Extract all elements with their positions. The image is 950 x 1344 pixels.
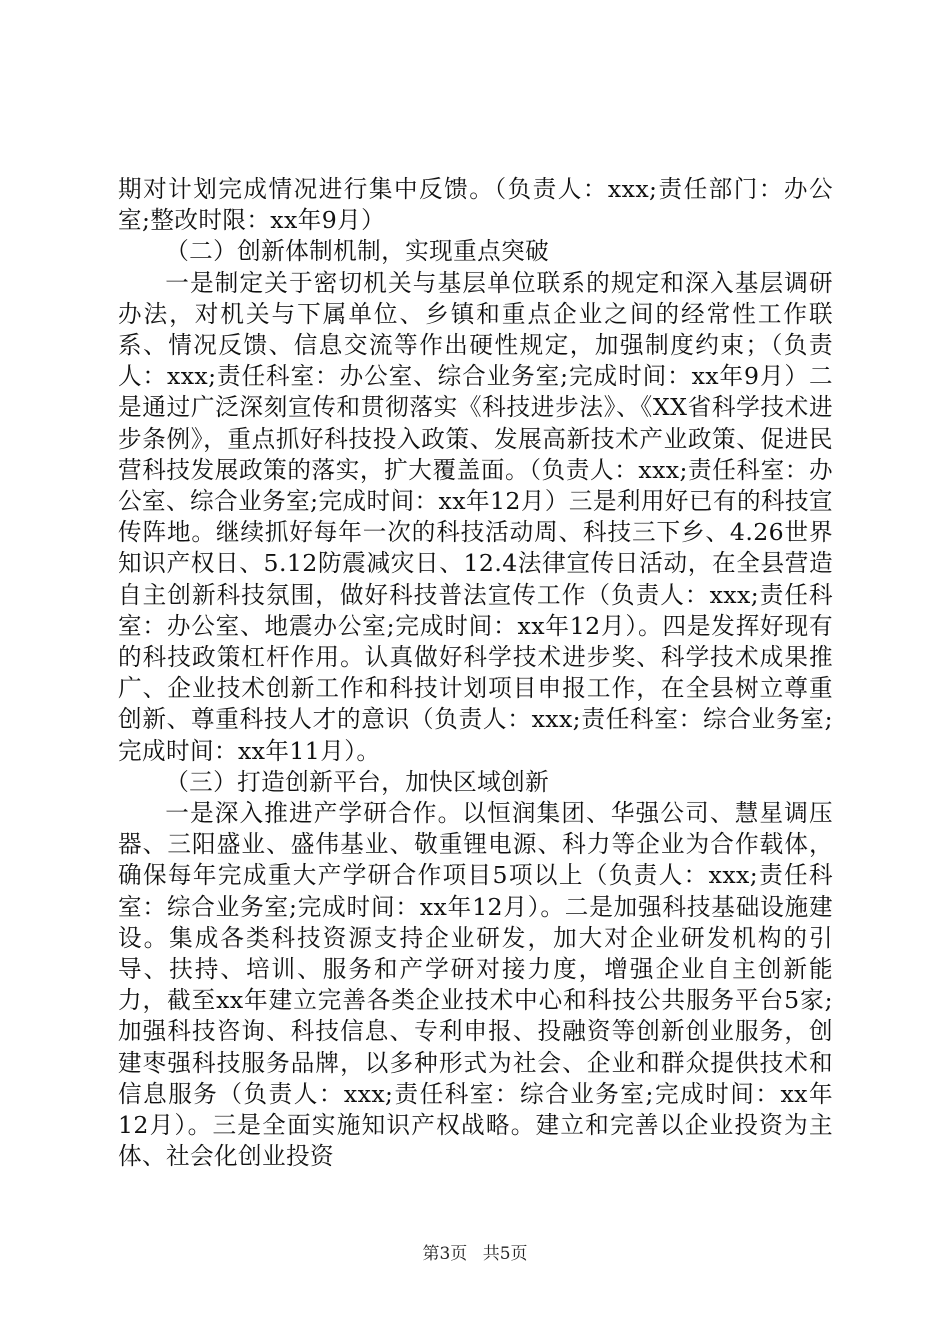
page-total: 共5页 [482, 1244, 528, 1264]
page-footer [0, 1244, 950, 1264]
section-heading-innovation-platform: （三）打造创新平台，加快区域创新 [165, 767, 550, 796]
paragraph-mechanism-measures: 一是制定关于密切机关与基层单位联系的规定和深入基层调研办法，对机关与下属单位、乡镇和重点企业之间的经常性工作联系、情况反馈、信息交流等作出硬性规定，加强制度约束；（负责人：xxx;责任科室：办公室、综合业务室;完成时间：xx年9月）二是通过广泛深刻宣传和贯彻落实《科技进步法》、《XX省科学技术进步条例》，重点抓好科技投入政策、发展高新技术产业政策、促进民营科技发展政策的落实，扩大覆盖面。（负责人：xxx;责任科室：办公室、综合业务室;完成时间：xx年12月）三是利用好已有的科技宣传阵地。继续抓好每年一次的科技活动周、科技三下乡、4.26世界知识产权日、5.12防震减灾日、12.4法律宣传日活动，在全县营造自主创新科技氛围，做好科技普法宣传工作（负责人：xxx;责任科室：办公室、地震办公室;完成时间：xx年12月）。四是发挥好现有的科技政策杠杆作用。认真做好科学技术进步奖、科学技术成果推广、企业技术创新工作和科技计划项目申报工作，在全县树立尊重创新、尊重科技人才的意识（负责人：xxx;责任科室：综合业务室;完成时间：xx年11月）。 [118, 268, 833, 765]
section-heading-innovation-mechanism: （二）创新体制机制，实现重点突破 [165, 237, 550, 266]
paragraph-platform-measures: 一是深入推进产学研合作。以恒润集团、华强公司、慧星调压器、三阳盛业、盛伟基业、敬重锂电源、科力等企业为合作载体，确保每年完成重大产学研合作项目5项以上（负责人：xxx;责任科室：综合业务室;完成时间：xx年12月）。二是加强科技基础设施建设。集成各类科技资源支持企业研发，加大对企业研发机构的引导、扶持、培训、服务和产学研对接力度，增强企业自主创新能力，截至xx年建立完善各类企业技术中心和科技公共服务平台5家;加强科技咨询、科技信息、专利申报、投融资等创新创业服务，创建枣强科技服务品牌，以多种形式为社会、企业和群众提供技术和信息服务（负责人：xxx;责任科室：综合业务室;完成时间：xx年12月）。三是全面实施知识产权战略。建立和完善以企业投资为主体、社会化创业投资 [118, 799, 833, 1171]
document-body [118, 174, 833, 1173]
page-number: 第3页 [422, 1244, 468, 1264]
paragraph-feedback-continuation: 期对计划完成情况进行集中反馈。（负责人：xxx;责任部门：办公室;整改时限：xx年9月） [118, 175, 833, 235]
